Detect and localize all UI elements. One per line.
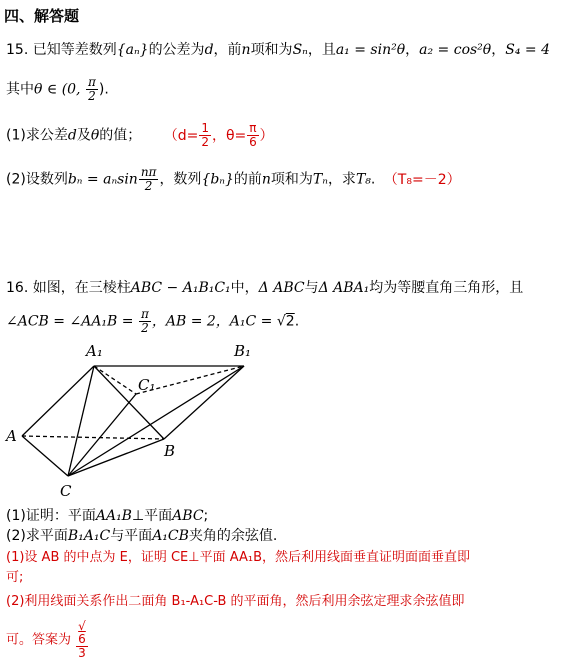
q15-number: 15. — [6, 42, 29, 58]
q15-condition: 其中θ ∈ (0, $\frac{\pi}{2}$ ). — [6, 75, 109, 103]
q15-part2: (2)设数列bₙ = aₙsin $\frac{n\pi}{2}$ ，数列{bₙ}的前n项和为Tₙ，求T₈. （T₈=－2） — [6, 165, 461, 193]
q16-answer1-line1: (1)设 AB 的中点为 E，证明 CE⊥平面 AA₁B，然后利用线面垂直证明面面垂直即 — [6, 550, 470, 565]
label-a1: A₁ — [86, 342, 103, 360]
q15-answer1: （d= $\frac{1}{2}$ ，θ= $\frac{\pi}{6}$ ） — [163, 121, 274, 149]
edge-c-b — [68, 439, 164, 476]
q16-answer1-line2: 可; — [6, 570, 24, 585]
section-title: 四、解答题 — [4, 7, 80, 25]
q15-part1: (1)求公差d及θ的值； （d= $\frac{1}{2}$ ，θ= $\frac{\pi}{6}$ ） — [6, 121, 274, 149]
q16-condition: ∠ACB = ∠AA₁B = $\frac{\pi}{2}$ ，AB = 2，A₁C = √2. — [6, 307, 300, 335]
q15-answer2: （T₈=－2） — [383, 171, 461, 188]
label-c1: C₁ — [138, 376, 156, 394]
q16-part2: (2)求平面B₁A₁C与平面A₁CB夹角的余弦值. — [6, 528, 278, 544]
edge-a-b-hidden — [22, 436, 164, 439]
q16-number: 16. — [6, 280, 29, 296]
q16-answer2-line2: 可。答案为 √ 6 3 — [6, 619, 86, 660]
q16-stem: 16. 如图，在三棱柱ABC − A₁B₁C₁中，Δ ABC与Δ ABA₁均为等腰直角三角形，且 — [6, 280, 524, 296]
prism-diagram — [0, 336, 290, 502]
label-a: A — [6, 427, 17, 445]
label-c: C — [60, 482, 72, 500]
edge-a-c — [22, 436, 68, 476]
edge-a1-a — [22, 366, 94, 436]
label-b: B — [164, 442, 176, 460]
q15-stem: 15. 已知等差数列{aₙ}的公差为d，前n项和为Sₙ，且a₁ = sin²θ，a₂ = cos²θ，S₄ = 4 — [6, 42, 550, 58]
fraction: $\frac{\pi}{2}$ — [87, 75, 96, 103]
label-b1: B₁ — [234, 342, 252, 360]
edge-a1-c1-hidden — [94, 366, 136, 394]
q16-part1: (1)证明：平面AA₁B⊥平面ABC; — [6, 508, 209, 524]
edge-b1-c — [68, 366, 244, 476]
q16-answer2-line1: (2)利用线面关系作出二面角 B₁-A₁C-B 的平面角，然后利用余弦定理求余弦值即 — [6, 594, 465, 609]
